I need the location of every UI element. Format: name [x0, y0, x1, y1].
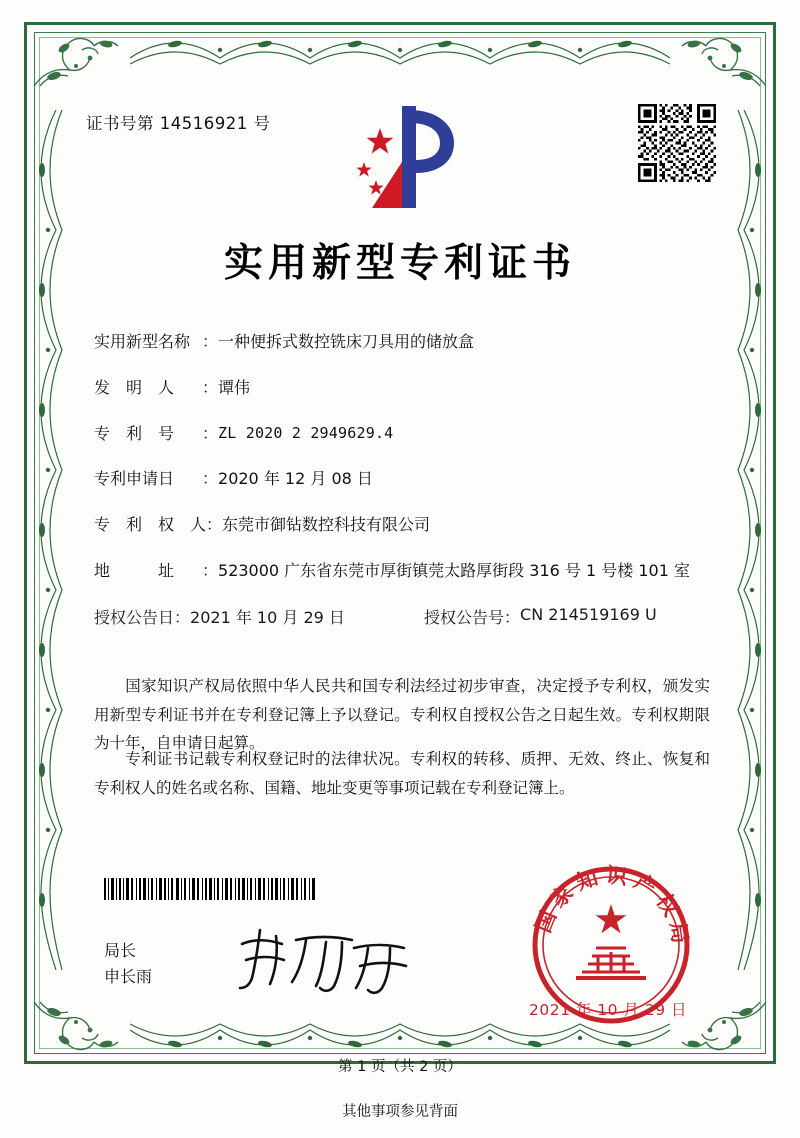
field-label: 地 址: [94, 560, 175, 580]
corner-flourish-icon: [30, 28, 126, 90]
grant-date-value: 2021 年 10 月 29 日: [190, 607, 345, 627]
field-colon: ：: [202, 560, 219, 580]
legal-paragraph-2-text: 专利证书记载专利权登记时的法律状况。专利权的转移、质押、无效、终止、恢复和专利权人的姓名或名称、国籍、地址变更等事项记载在专利登记簿上。: [94, 750, 710, 797]
field-label: 发 明 人: [94, 377, 175, 397]
field-label: 实用新型名称: [94, 332, 191, 351]
field-value: 523000 广东省东莞市厚街镇莞太路厚街段 316 号 1 号楼 101 室: [218, 560, 690, 580]
border-ornament-top: [130, 28, 670, 74]
field-row-invention-name: [94, 330, 714, 355]
field-row-patent-number: [94, 422, 714, 447]
field-value: 谭伟: [218, 377, 251, 397]
cnipa-logo-icon: [350, 100, 470, 215]
field-colon: ：: [202, 469, 219, 489]
signer-block: [104, 938, 152, 991]
handwritten-signature-icon: [230, 918, 420, 998]
field-value: 一种便拆式数控铣床刀具用的储放盒: [218, 332, 475, 351]
fields-list: [94, 330, 714, 646]
grant-number-label: 授权公告号: [424, 607, 505, 627]
page-indicator: 第 1 页（共 2 页）: [338, 1059, 462, 1075]
field-colon: ：: [202, 332, 219, 351]
signer-name: 申长雨: [104, 967, 153, 987]
svg-text:国家知识产权局: 国家知识产权局: [529, 861, 695, 951]
certificate-number: 证书号第 14516921 号: [86, 114, 271, 133]
field-label: 专利申请日: [94, 469, 175, 489]
field-colon: ：: [206, 515, 223, 535]
field-value: 东莞市御钻数控科技有限公司: [222, 515, 431, 535]
grant-number-value: CN 214519169 U: [520, 604, 657, 624]
field-row-application-date: [94, 467, 714, 492]
field-row-address: [94, 559, 714, 584]
field-value: 2020 年 12 月 08 日: [218, 469, 373, 489]
field-label: 专 利 号: [94, 423, 175, 443]
field-value: ZL 2020 2 2949629.4: [218, 423, 394, 442]
grant-date-label: 授权公告日: [94, 607, 175, 627]
legal-paragraph-2: [94, 745, 710, 802]
field-row-inventor: [94, 376, 714, 401]
page-title: 实用新型专利证书: [223, 240, 576, 286]
field-row-grant: [94, 605, 714, 628]
grant-number-colon: ：: [504, 607, 521, 627]
qr-code-icon: [638, 104, 716, 182]
field-colon: ：: [202, 423, 219, 443]
field-row-patentee: [94, 513, 714, 538]
barcode-icon: [104, 878, 316, 900]
corner-flourish-icon: [30, 998, 126, 1060]
signer-title-label: 局长: [104, 941, 137, 960]
legal-paragraph-1-text: 国家知识产权局依照中华人民共和国专利法经过初步审查，决定授予专利权，颁发实用新型专利证书并在专利登记簿上予以登记。专利权自授权公告之日起生效。专利权期限为十年，自申请日起算。: [94, 677, 710, 753]
footnote: 其他事项参见背面: [342, 1104, 458, 1120]
corner-flourish-icon: [674, 28, 770, 90]
grant-date-colon: ：: [174, 607, 191, 627]
field-colon: ：: [202, 377, 219, 397]
field-label: 专 利 权 人: [94, 515, 207, 535]
seal-date: 2021 年 10 月 29 日: [528, 1001, 688, 1019]
